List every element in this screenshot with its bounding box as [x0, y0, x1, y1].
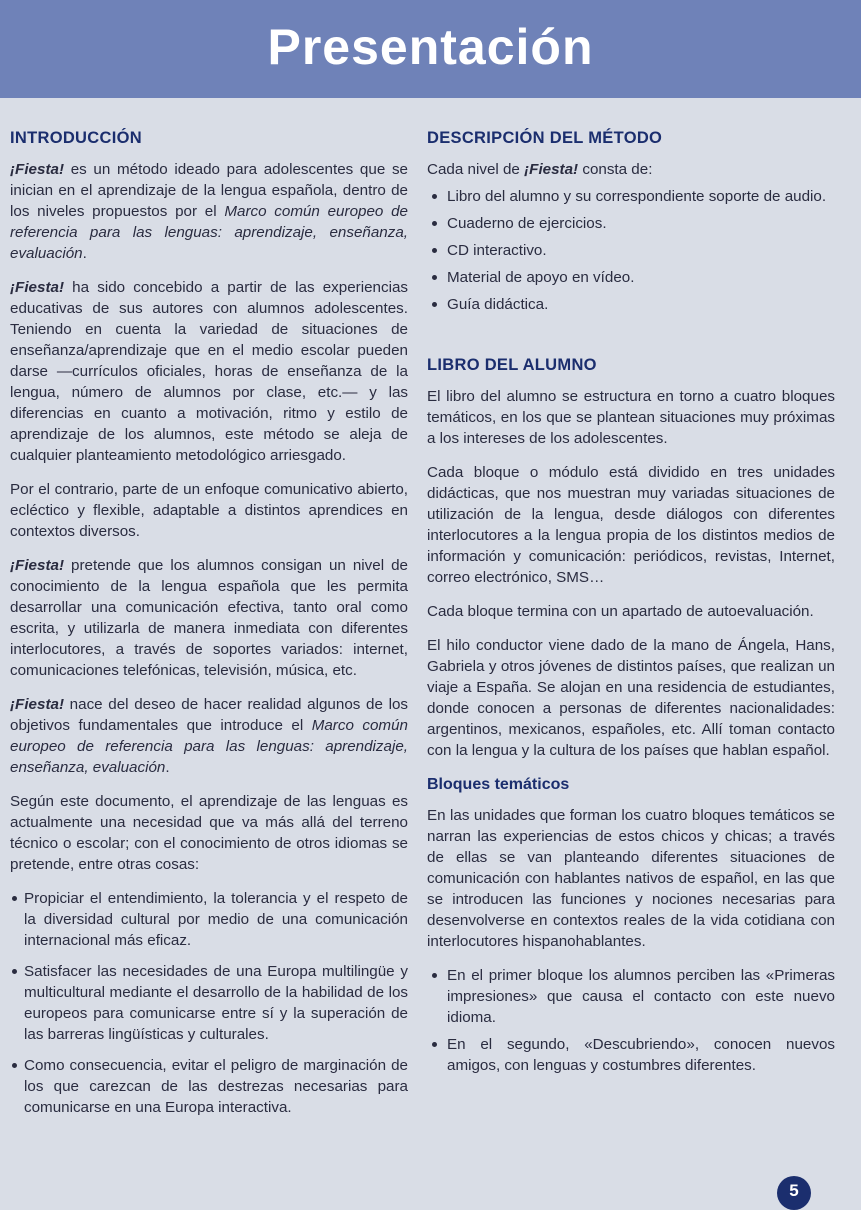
intro-paragraph-3: Por el contrario, parte de un enfoque comunicativo abierto, ecléctico y flexible, adaptable a distintos aprendices en contextos diversos. [10, 481, 408, 540]
method-intro: Cada nivel de ¡Fiesta! consta de: [427, 161, 653, 178]
page-title: Presentación [267, 19, 594, 75]
components-list [427, 186, 835, 315]
list-item: Libro del alumno y su correspondiente soporte de audio. [427, 186, 835, 207]
bloques-list [427, 965, 835, 1076]
list-item: Material de apoyo en vídeo. [427, 267, 835, 288]
left-column [10, 128, 408, 1128]
list-item: Satisfacer las necesidades de una Europa multilingüe y multicultural mediante el desarrollo de la habilidad de los europeos para comunicarse entre sí y la superación de las barreras lingüísticas y culturales. [10, 961, 408, 1045]
list-item: Cuaderno de ejercicios. [427, 213, 835, 234]
intro-paragraph-4: ¡Fiesta! pretende que los alumnos consigan un nivel de conocimiento de la lengua española que les permita desarrollar una comunicación efectiva, tanto oral como escrita, y utilizarla de manera inmediata con diferentes interlocutores, a través de soportes variados: internet, comunicaciones telefónicas, televisión, música, etc. [10, 557, 408, 679]
section-title-libro: LIBRO DEL ALUMNO [427, 356, 597, 374]
subsection-title-bloques: Bloques temáticos [427, 776, 570, 793]
brand-name: ¡Fiesta! [524, 161, 579, 178]
list-item: Guía didáctica. [427, 294, 835, 315]
list-item: Propiciar el entendimiento, la tolerancia y el respeto de la diversidad cultural por medio de una comunicación internacional más eficaz. [10, 888, 408, 951]
brand-name: ¡Fiesta! [10, 161, 65, 178]
page-header [0, 0, 861, 98]
intro-paragraph-6: Según este documento, el aprendizaje de las lenguas es actualmente una necesidad que va más allá del terreno técnico o escolar; con el conocimiento de otros idiomas se pretende, entre otras cosas: [10, 793, 408, 873]
brand-name: ¡Fiesta! [10, 279, 65, 296]
marco-title: Marco común europeo de referencia para las lenguas: aprendizaje, enseñanza, evaluación [10, 717, 408, 776]
libro-paragraph-1: El libro del alumno se estructura en torno a cuatro bloques temáticos, en los que se plantean situaciones muy próximas a los intereses de los adolescentes. [427, 388, 835, 447]
section-title-introduccion: INTRODUCCIÓN [10, 129, 142, 147]
list-item: En el primer bloque los alumnos perciben las «Primeras impresiones» que causa el contacto con este nuevo idioma. [427, 965, 835, 1028]
right-column [427, 128, 835, 1082]
section-title-descripcion: DESCRIPCIÓN DEL MÉTODO [427, 129, 663, 147]
list-item: CD interactivo. [427, 240, 835, 261]
bloques-paragraph: En las unidades que forman los cuatro bloques temáticos se narran las experiencias de estos chicos y chicas; a través de ellas se van planteando diferentes situaciones de comunicación con hablantes nativos de español, en las que se introducen las funciones y nociones necesarias para desenvolverse en contextos reales de la vida cotidiana con interlocutores hispanohablantes. [427, 807, 835, 950]
marco-title: Marco común europeo de referencia para las lenguas: aprendizaje, enseñanza, evaluación [10, 203, 408, 262]
intro-paragraph-2: ¡Fiesta! ha sido concebido a partir de las experiencias educativas de sus autores con alumnos adolescentes. Teniendo en cuenta la variedad de situaciones de enseñanza/aprendizaje que en el medio escolar pueden darse —currículos oficiales, horas de enseñanza de la lengua, número de alumnos por clase, etc.— y las diferencias en cuanto a motivación, ritmo y estilo de aprendizaje de los alumnos, este método se aleja de cualquier planteamiento metodológico arriesgado. [10, 279, 408, 464]
brand-name: ¡Fiesta! [10, 696, 65, 713]
list-item: Como consecuencia, evitar el peligro de marginación de los que carezcan de las destrezas necesarias para comunicarse en una Europa interactiva. [10, 1055, 408, 1118]
intro-paragraph-5: ¡Fiesta! nace del deseo de hacer realidad algunos de los objetivos fundamentales que introduce el Marco común europeo de referencia para las lenguas: aprendizaje, enseñanza, evaluación. [10, 696, 408, 776]
list-item: En el segundo, «Descubriendo», conocen nuevos amigos, con lenguas y costumbres diferentes. [427, 1034, 835, 1076]
libro-paragraph-3: Cada bloque termina con un apartado de autoevaluación. [427, 603, 814, 620]
objectives-list [10, 888, 408, 1118]
page-number: 5 [777, 1176, 811, 1210]
libro-paragraph-4: El hilo conductor viene dado de la mano de Ángela, Hans, Gabriela y otros jóvenes de distintos países, que realizan un viaje a España. Se alojan en una residencia de estudiantes, donde conocen a personas de diferentes nacionalidades: argentinos, mexicanos, españoles, etc. Allí toman contacto con la lengua y la cultura de los países que hablan español. [427, 637, 835, 759]
intro-paragraph-1: ¡Fiesta! es un método ideado para adolescentes que se inician en el aprendizaje de la lengua española, dentro de los niveles propuestos por el Marco común europeo de referencia para las lenguas: aprendizaje, enseñanza, evaluación. [10, 161, 408, 262]
brand-name: ¡Fiesta! [10, 557, 65, 574]
libro-paragraph-2: Cada bloque o módulo está dividido en tres unidades didácticas, que nos muestran muy variadas situaciones de utilización de la lengua, desde diálogos con diferentes interlocutores a la lengua propia de los distintos medios de información y comunicación: periódicos, revistas, Internet, correo electrónico, SMS… [427, 464, 835, 586]
